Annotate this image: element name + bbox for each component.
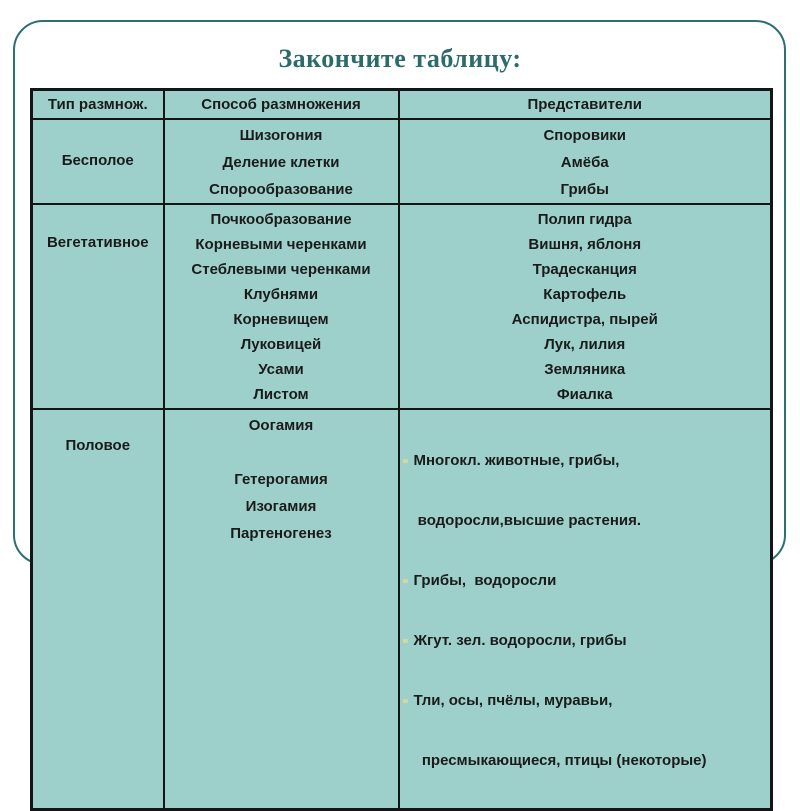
bullet-line: Тли, осы, пчёлы, муравьи, — [410, 688, 765, 714]
cell-line: Споровики — [543, 126, 627, 144]
cell-line: Лук, лилия — [544, 335, 626, 353]
cell-line: Листом — [253, 385, 309, 403]
cell-line-empty — [165, 439, 398, 466]
page-title: Закончите таблицу: — [278, 44, 522, 73]
bullet-line: Жгут. зел. водоросли, грибы — [410, 628, 765, 654]
header-method: Способ размножения — [164, 90, 399, 119]
cell-line: Бесполое — [61, 151, 134, 169]
cell-line: Деление клетки — [222, 153, 340, 171]
cell-line: Усами — [258, 360, 304, 378]
cell-line: Клубнями — [243, 285, 319, 303]
cell-line: Оогамия — [248, 416, 314, 434]
header-type: Тип размнож. — [32, 90, 164, 119]
type-cell — [32, 119, 164, 204]
cell-line: Корневыми черенками — [195, 235, 367, 253]
cell-line: Изогамия — [245, 497, 317, 515]
cell-line: пресмыкающиеся, птицы (некоторые) — [413, 751, 707, 769]
cell-line: Половое — [65, 436, 131, 454]
cell-line: Вегетативное — [46, 233, 149, 251]
type-cell — [32, 409, 164, 810]
reproduction-table — [30, 88, 773, 811]
cell-line: Фиалка — [556, 385, 613, 403]
cell-line: Грибы — [560, 180, 609, 198]
method-cell — [164, 409, 399, 810]
representatives-cell — [399, 204, 772, 409]
cell-line: водоросли,высшие растения. — [413, 511, 642, 529]
cell-line: Традесканция — [532, 260, 637, 278]
method-cell — [164, 204, 399, 409]
table-header-row — [32, 90, 772, 119]
bullet-line: Многокл. животные, грибы, — [410, 448, 765, 474]
table-row-sexual — [32, 409, 772, 810]
cell-line: Вишня, яблоня — [528, 235, 642, 253]
cell-line: Спорообразование — [209, 180, 353, 198]
cell-line: Партеногенез — [230, 524, 332, 542]
representatives-cell — [399, 119, 772, 204]
representatives-cell — [399, 409, 772, 810]
cell-line: Земляника — [544, 360, 626, 378]
cell-line: Гетерогамия — [234, 470, 328, 488]
cell-line: Шизогония — [239, 126, 323, 144]
cell-line: Амёба — [560, 153, 609, 171]
cell-line: Почкообразование — [210, 210, 352, 228]
cell-line: Корневищем — [233, 310, 329, 328]
header-representatives: Представители — [399, 90, 772, 119]
cell-line: Луковицей — [240, 335, 322, 353]
table-row-asexual — [32, 119, 772, 204]
type-cell — [32, 204, 164, 409]
cell-line: Картофель — [543, 285, 627, 303]
cell-line: Стеблевыми черенками — [191, 260, 371, 278]
table-row-vegetative — [32, 204, 772, 409]
cell-line: Аспидистра, пырей — [511, 310, 658, 328]
method-cell — [164, 119, 399, 204]
cell-line: Полип гидра — [537, 210, 632, 228]
bullet-line: Грибы, водоросли — [410, 568, 765, 594]
